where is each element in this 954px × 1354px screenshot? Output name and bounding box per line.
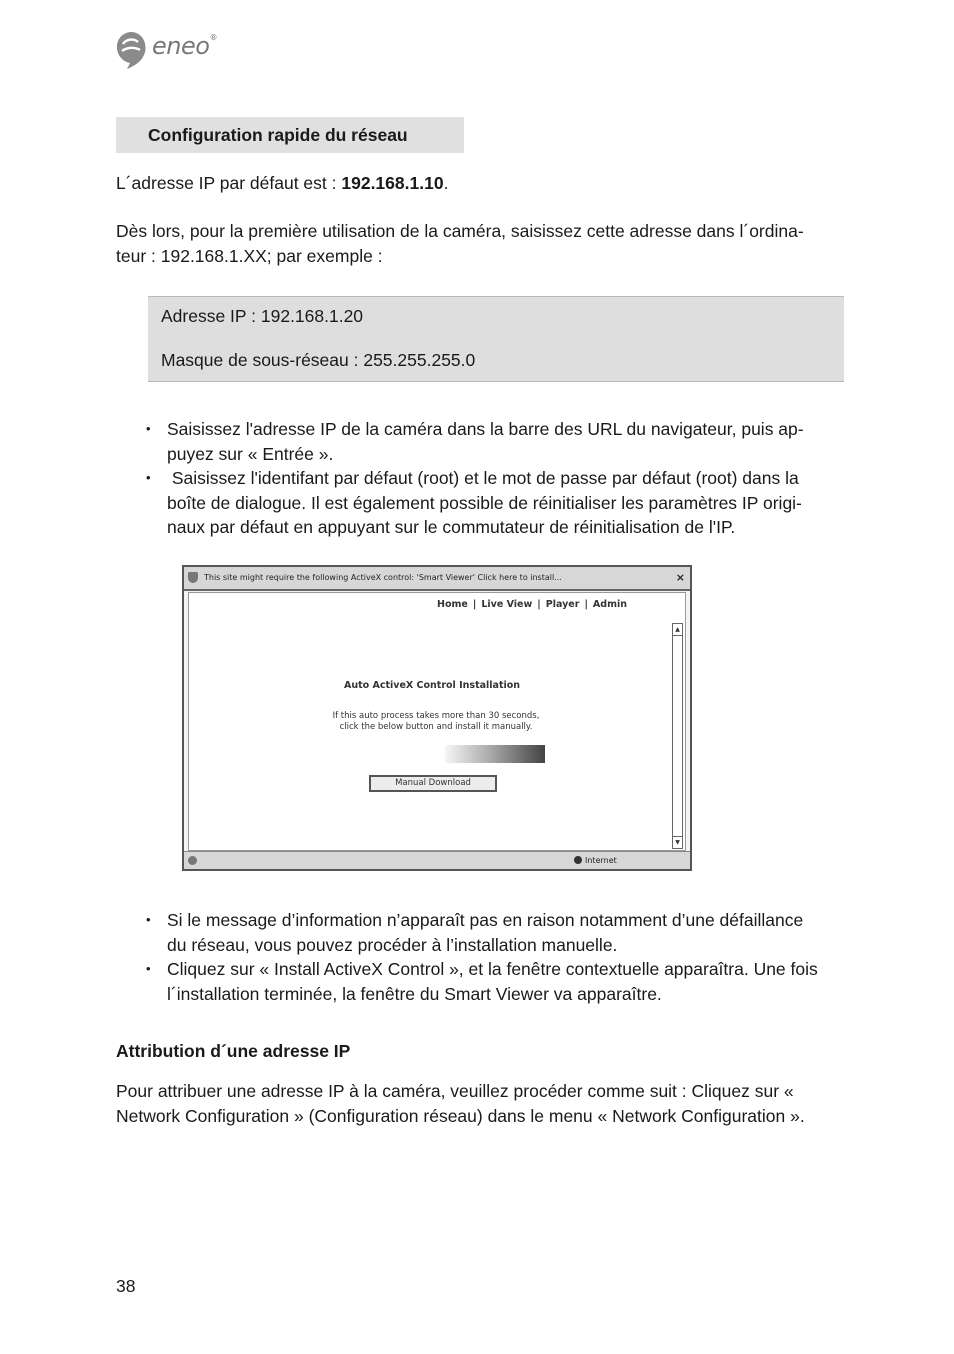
example-config-box [148,296,844,382]
subsection-paragraph [116,1079,916,1129]
subsection-line: Pour attribuer une adresse IP à la caméra, veuillez procéder comme suit : Cliquez sur « [116,1081,794,1101]
example-mask: Masque de sous-réseau : 255.255.255.0 [161,350,476,370]
eneo-logo-mark [114,30,150,70]
globe-icon [574,856,582,864]
intro-paragraph [116,219,876,269]
activex-infobar[interactable] [184,567,690,591]
nav-player-link[interactable]: Player [545,599,580,610]
page-status-icon [188,856,197,865]
list-item-line: l´installation terminée, la fenêtre du Smart Viewer va apparaître. [167,983,662,1004]
nav-separator: | [472,599,477,610]
list-item-line: • Saisissez l'adresse IP de la caméra dans la barre des URL du navigateur, puis ap- [167,419,804,439]
list-item-line: • Saisissez l'identifant par défaut (root) et le mot de passe par défaut (root) dans la [167,468,799,488]
default-ip-paragraph [116,171,876,196]
browser-screenshot [182,565,692,871]
list-item [145,466,875,540]
list-item-line: du réseau, vous pouvez procéder à l’installation manuelle. [167,934,618,955]
list-item [145,417,875,466]
nav-admin-link[interactable]: Admin [592,599,627,610]
default-ip-suffix: . [443,173,449,193]
list-item-line: • Si le message d’information n’apparaît pas en raison notamment d’une défaillance [167,910,804,930]
example-ip: Adresse IP : 192.168.1.20 [161,306,364,326]
intro-line: Dès lors, pour la première utilisation de la caméra, saisissez cette adresse dans l´ordina- [116,221,804,241]
install-instruction-line: If this auto process takes more than 30 seconds, [332,711,540,721]
browser-content [188,592,686,851]
scroll-up-icon[interactable]: ▲ [673,624,682,636]
list-item-line: naux par défaut en appuyant sur le commutateur de réinitialisation de l'IP. [167,517,736,537]
list-item [145,908,875,957]
eneo-logo-text: eneo® [152,32,217,60]
vertical-scrollbar[interactable] [672,623,683,849]
list-item-line: puyez sur « Entrée ». [167,443,334,464]
security-zone [574,852,617,869]
default-ip-value: 192.168.1.10 [341,173,444,193]
install-title: Auto ActiveX Control Installation [344,680,521,691]
subsection-title: Attribution d´une adresse IP [116,1041,351,1061]
manual-download-button[interactable]: Manual Download [369,775,497,792]
nav-separator: | [537,599,541,610]
nav-separator: | [584,599,588,610]
security-zone-label: Internet [585,856,617,865]
install-instruction-line: click the below button and install it manually. [339,722,533,732]
top-navigation [437,599,627,610]
install-progress-bar [445,745,545,763]
status-bar [184,851,690,869]
page-number: 38 [116,1276,136,1296]
install-instructions [311,711,561,733]
nav-live-view-link[interactable]: Live View [481,599,533,610]
shield-icon [188,572,198,583]
instruction-list [145,417,875,540]
fallback-list [145,908,875,1006]
intro-line: teur : 192.168.1.XX; par exemple : [116,246,383,266]
infobar-message[interactable]: This site might require the following ActiveX control: 'Smart Viewer' Click here to install... [204,573,562,582]
scroll-down-icon[interactable]: ▼ [673,836,682,848]
list-item [145,957,875,1006]
default-ip-prefix: L´adresse IP par défaut est : [116,173,342,193]
list-item-line: • Cliquez sur « Install ActiveX Control », et la fenêtre contextuelle apparaîtra. Une fois [167,959,818,979]
subsection-line: Network Configuration » (Configuration réseau) dans le menu « Network Configuration ». [116,1106,805,1126]
nav-home-link[interactable]: Home [437,599,468,610]
close-icon[interactable]: × [675,571,685,584]
section-title: Configuration rapide du réseau [116,117,464,153]
list-item-line: boîte de dialogue. Il est également possible de réinitialiser les paramètres IP origi- [167,492,802,513]
eneo-logo [114,30,224,72]
